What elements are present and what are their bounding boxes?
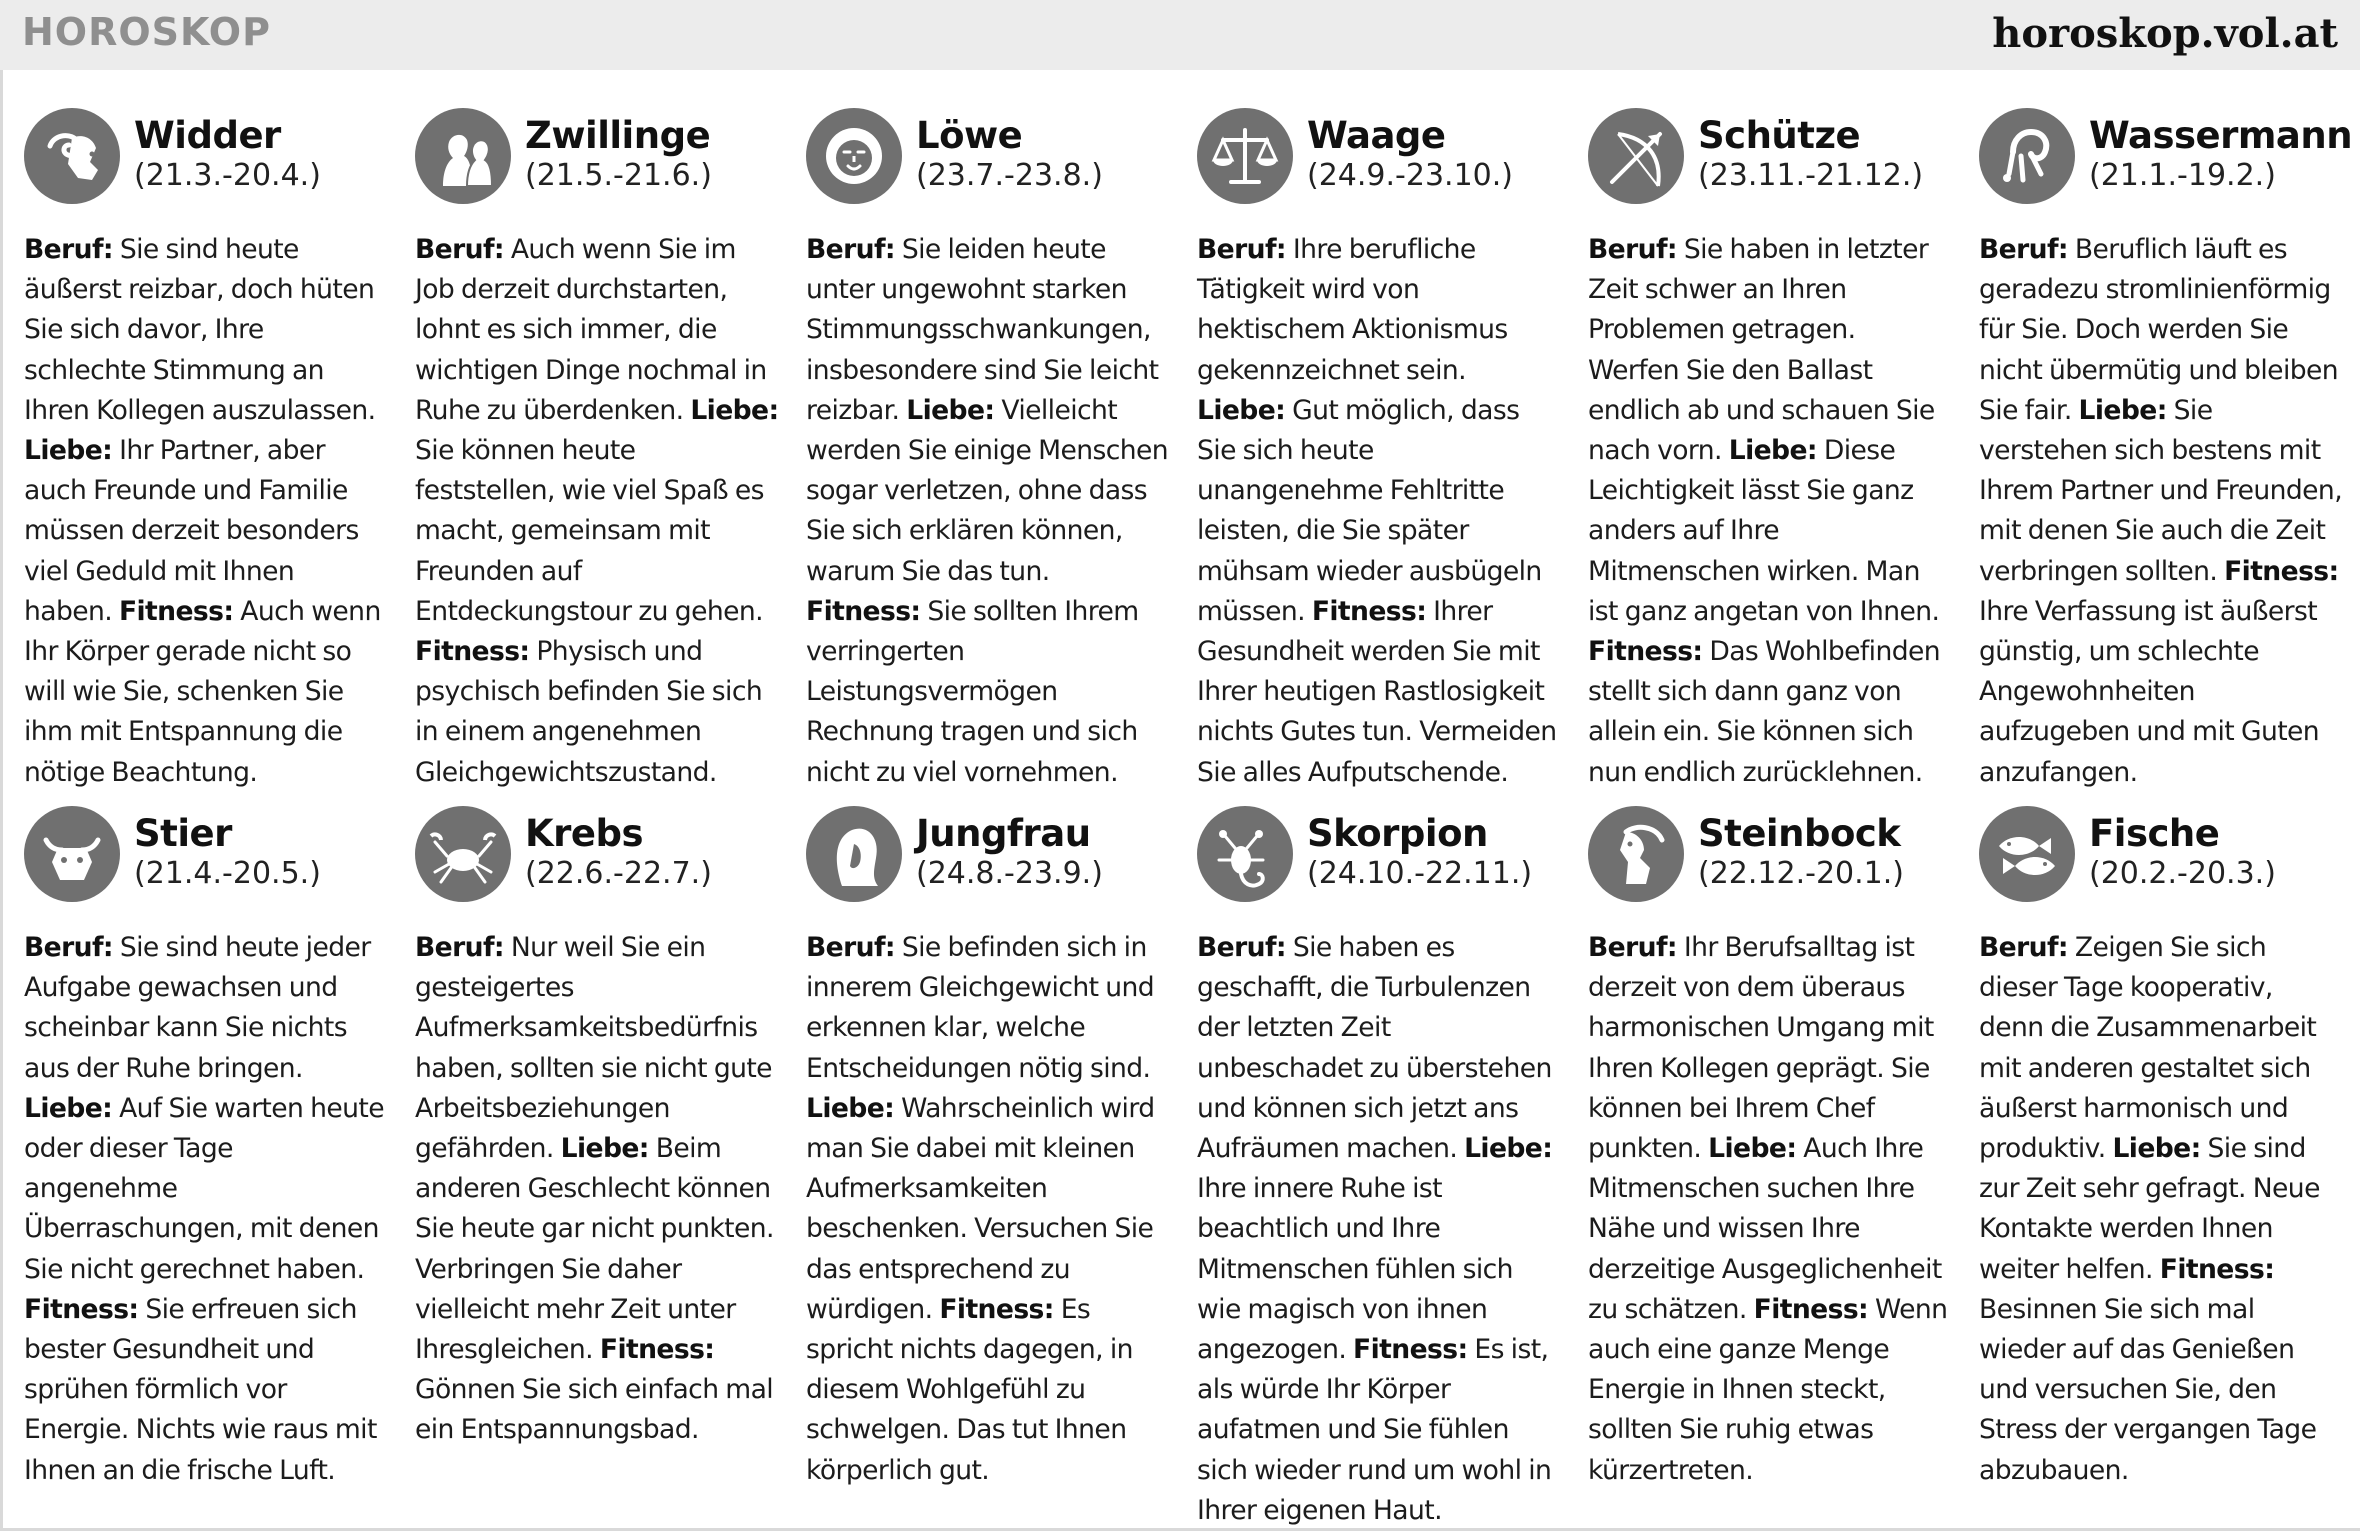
liebe-label: Liebe: (1464, 1133, 1553, 1165)
sign-name: Stier (134, 812, 232, 855)
beruf-label: Beruf: (1979, 234, 2068, 265)
leo-lion-icon (806, 108, 902, 204)
beruf-label: Beruf: (1588, 932, 1677, 963)
liebe-label: Liebe: (906, 394, 995, 426)
beruf-label: Beruf: (1979, 932, 2068, 963)
sign-scorpio (1197, 806, 1561, 1526)
fitness-text: Ihre Verfassung ist äußerst günstig, um schlechte Angewohnheiten aufzugeben und mit Guten anzufangen. (1979, 595, 2320, 788)
beruf-text: Sie sind heute äußerst reizbar, doch hüten Sie sich davor, Ihre schlechte Stimmung an Ihren Kollegen auszulassen. (24, 234, 376, 426)
fitness-label: Fitness: (24, 1293, 139, 1325)
liebe-label: Liebe: (806, 1092, 895, 1124)
fitness-text: Es ist, als würde Ihr Körper aufatmen und Sie fühlen sich wieder rund um wohl in Ihrer eigenen Haut. (1197, 1334, 1552, 1526)
sign-title-block (1698, 108, 1923, 194)
sign-title-block (1307, 108, 1513, 194)
sign-name: Fische (2089, 812, 2220, 855)
sign-text (1197, 928, 1561, 1531)
gemini-twins-icon (415, 108, 511, 204)
sign-title-block (916, 108, 1103, 194)
libra-scales-icon (1197, 108, 1293, 204)
sign-title-block (1698, 806, 1904, 892)
sign-text (1979, 230, 2343, 793)
beruf-text: Sie sind heute jeder Aufgabe gewachsen und scheinbar kann Sie nichts aus der Ruhe bringen. (24, 932, 371, 1084)
beruf-text: Auch wenn Sie im Job derzeit durchstarten, lohnt es sich immer, die wichtigen Dinge nochmal in Ruhe zu überdenken. (415, 234, 767, 426)
sign-dates: (23.7.-23.8.) (916, 158, 1103, 193)
sign-text (806, 230, 1170, 793)
beruf-label: Beruf: (415, 932, 504, 963)
beruf-label: Beruf: (1197, 932, 1286, 963)
fitness-text: Wenn auch eine ganze Menge Energie in Ihnen steckt, sollten Sie ruhig etwas kürzertreten. (1588, 1293, 1948, 1486)
sign-header (415, 806, 779, 918)
sign-text (1588, 928, 1952, 1491)
sign-taurus (24, 806, 388, 1516)
cancer-crab-icon (415, 806, 511, 902)
frame-divider-left (0, 70, 3, 1531)
sign-dates: (22.6.-22.7.) (525, 856, 712, 891)
fitness-text: Es spricht nichts dagegen, in diesem Wohlgefühl zu schwelgen. Das tut Ihnen körperlich gut. (806, 1293, 1133, 1486)
fitness-text: Das Wohlbefinden stellt sich dann ganz von allein ein. Sie können sich nun endlich zurücklehnen. (1588, 636, 1941, 788)
sign-name: Waage (1307, 114, 1446, 157)
fitness-text: Sie sollten Ihrem verringerten Leistungsvermögen Rechnung tragen und sich nicht zu viel vornehmen. (806, 595, 1139, 788)
liebe-text: Sie verstehen sich bestens mit Ihrem Partner und Freunden, mit denen Sie auch die Zeit verbringen sollten. (1979, 394, 2343, 587)
fitness-label: Fitness: (806, 595, 921, 627)
sign-header (1197, 108, 1561, 220)
sign-name: Löwe (916, 114, 1023, 157)
beruf-text: Zeigen Sie sich dieser Tage kooperativ, denn die Zusammenarbeit mit anderen gestaltet sich äußerst harmonisch und produktiv. (1979, 932, 2317, 1165)
fitness-label: Fitness: (1311, 595, 1427, 627)
beruf-label: Beruf: (806, 932, 895, 963)
sign-header (806, 108, 1170, 220)
liebe-text: Gut möglich, dass Sie sich heute unangenehme Fehltritte leisten, die Sie später mühsam wieder ausbügeln müssen. (1197, 394, 1542, 627)
liebe-label: Liebe: (2078, 394, 2167, 426)
sign-gemini (415, 108, 779, 798)
sign-leo (806, 108, 1170, 798)
pisces-fish-icon (1979, 806, 2075, 902)
fitness-text: Physisch und psychisch befinden Sie sich in einem angenehmen Gleichgewichtszustand. (415, 636, 763, 788)
sign-header (24, 108, 388, 220)
liebe-text: Auch Ihre Mitmenschen suchen Ihre Nähe und wissen Ihre derzeitige Ausgeglichenheit zu schätzen. (1588, 1133, 1942, 1325)
sign-name: Widder (134, 114, 281, 157)
sign-header (1979, 108, 2353, 220)
sign-title-block (525, 108, 712, 194)
beruf-text: Beruflich läuft es geradezu stromlinienförmig für Sie. Doch werden Sie nicht übermütig und bleiben Sie fair. (1979, 234, 2339, 426)
sign-dates: (20.2.-20.3.) (2089, 856, 2276, 891)
liebe-text: Ihre innere Ruhe ist beachtlich und Ihre Mitmenschen fühlen sich wie magisch von ihnen angezogen. (1197, 1173, 1513, 1366)
liebe-label: Liebe: (24, 1092, 113, 1124)
sign-text (415, 928, 779, 1451)
sign-title-block (2089, 108, 2352, 194)
sagittarius-bow-icon (1588, 108, 1684, 204)
liebe-text: Vielleicht werden Sie einige Menschen sogar verletzen, ohne dass Sie sich erklären können, warum Sie das tun. (806, 394, 1169, 587)
liebe-text: Beim anderen Geschlecht können Sie heute gar nicht punkten. Verbringen Sie daher vielleicht mehr Zeit unter Ihresgleichen. (415, 1133, 774, 1366)
beruf-text: Sie haben in letzter Zeit schwer an Ihren Problemen getragen. Werfen Sie den Ballast endlich ab und schauen Sie nach vorn. (1588, 234, 1935, 467)
sign-aquarius (1979, 108, 2353, 798)
aries-ram-icon (24, 108, 120, 204)
sign-text (1588, 230, 1952, 793)
sign-title-block (2089, 806, 2276, 892)
sign-capricorn (1588, 806, 1952, 1516)
fitness-label: Fitness: (1588, 636, 1703, 668)
sign-text (415, 230, 779, 793)
beruf-text: Sie befinden sich in innerem Gleichgewicht und erkennen klar, welche Entscheidungen nötig sind. (806, 932, 1155, 1084)
sign-header (1588, 108, 1952, 220)
scorpio-scorpion-icon (1197, 806, 1293, 902)
sign-libra (1197, 108, 1561, 798)
sign-dates: (22.12.-20.1.) (1698, 856, 1904, 891)
fitness-label: Fitness: (939, 1293, 1054, 1325)
sign-pisces (1979, 806, 2343, 1516)
fitness-label: Fitness: (2159, 1253, 2275, 1285)
fitness-label: Fitness: (599, 1334, 715, 1366)
sign-header (1197, 806, 1561, 918)
sign-text (24, 230, 388, 793)
beruf-label: Beruf: (24, 234, 113, 265)
sign-name: Wassermann (2089, 114, 2353, 157)
liebe-label: Liebe: (24, 435, 113, 467)
liebe-text: Ihr Partner, aber auch Freunde und Familie müssen derzeit besonders viel Geduld mit Ihnen haben. (24, 435, 359, 627)
sign-dates: (21.3.-20.4.) (134, 158, 321, 193)
taurus-bull-icon (24, 806, 120, 902)
virgo-maiden-icon (806, 806, 902, 902)
sign-dates: (21.5.-21.6.) (525, 158, 712, 193)
page-header (0, 0, 2360, 70)
sign-title-block (916, 806, 1103, 892)
sign-name: Steinbock (1698, 812, 1901, 855)
sign-name: Krebs (525, 812, 644, 855)
sign-name: Schütze (1698, 114, 1861, 157)
sign-cancer (415, 806, 779, 1516)
sign-dates: (21.1.-19.2.) (2089, 158, 2276, 193)
beruf-text: Nur weil Sie ein gesteigertes Aufmerksamkeitsbedürfnis haben, sollten sie nicht gute Arbeitsbeziehungen gefährden. (415, 932, 772, 1165)
fitness-label: Fitness: (118, 595, 234, 627)
liebe-text: Auf Sie warten heute oder dieser Tage angenehme Überraschungen, mit denen Sie nicht gerechnet haben. (24, 1092, 384, 1285)
fitness-label: Fitness: (415, 636, 530, 668)
liebe-label: Liebe: (1708, 1133, 1797, 1165)
sign-title-block (134, 108, 321, 194)
sign-header (415, 108, 779, 220)
sign-dates: (24.8.-23.9.) (916, 856, 1103, 891)
beruf-text: Sie haben es geschafft, die Turbulenzen der letzten Zeit unbeschadet zu überstehen und können sich jetzt ans Aufräumen machen. (1197, 932, 1552, 1165)
fitness-text: Ihrer Gesundheit werden Sie mit Ihrer heutigen Rastlosigkeit nichts Gutes tun. Vermeiden Sie alles Aufputschende. (1197, 595, 1557, 788)
beruf-label: Beruf: (1197, 234, 1286, 265)
sign-header (1979, 806, 2343, 918)
sign-name: Jungfrau (916, 812, 1091, 855)
liebe-text: Sie sind zur Zeit sehr gefragt. Neue Kontakte werden Ihnen weiter helfen. (1979, 1133, 2320, 1285)
sign-name: Zwillinge (525, 114, 711, 157)
section-title: HOROSKOP (22, 10, 271, 54)
sign-dates: (21.4.-20.5.) (134, 856, 321, 891)
fitness-label: Fitness: (1353, 1334, 1468, 1366)
fitness-text: Besinnen Sie sich mal wieder auf das Genießen und versuchen Sie, den Stress der vergangen Tage abzubauen. (1979, 1293, 2317, 1486)
sign-dates: (24.10.-22.11.) (1307, 856, 1533, 891)
fitness-label: Fitness: (1753, 1293, 1869, 1325)
sign-sagittarius (1588, 108, 1952, 798)
sign-header (806, 806, 1170, 918)
beruf-text: Ihre berufliche Tätigkeit wird von hektischem Aktionismus gekennzeichnet sein. (1197, 234, 1508, 386)
fitness-text: Auch wenn Ihr Körper gerade nicht so will wie Sie, schenken Sie ihm mit Entspannung die nötige Beachtung. (24, 595, 381, 788)
beruf-text: Ihr Berufsalltag ist derzeit von dem überaus harmonischen Umgang mit Ihren Kollegen geprägt. Sie können bei Ihrem Chef punkten. (1588, 932, 1934, 1165)
site-url[interactable]: horoskop.vol.at (1992, 10, 2338, 57)
sign-text (1197, 230, 1561, 793)
liebe-label: Liebe: (1728, 435, 1817, 467)
sign-title-block (134, 806, 321, 892)
sign-dates: (23.11.-21.12.) (1698, 158, 1924, 193)
sign-virgo (806, 806, 1170, 1516)
liebe-label: Liebe: (2112, 1133, 2201, 1165)
fitness-text: Sie erfreuen sich bester Gesundheit und sprühen förmlich vor Energie. Nichts wie raus mit Ihnen an die frische Luft. (24, 1293, 377, 1486)
sign-name: Skorpion (1307, 812, 1488, 855)
sign-aries (24, 108, 388, 798)
sign-dates: (24.9.-23.10.) (1307, 158, 1513, 193)
capricorn-goat-icon (1588, 806, 1684, 902)
sign-text (24, 928, 388, 1491)
beruf-label: Beruf: (1588, 234, 1677, 265)
fitness-label: Fitness: (2224, 555, 2339, 587)
horoscope-grid (24, 108, 2353, 1526)
beruf-label: Beruf: (415, 234, 504, 265)
sign-text (1979, 928, 2343, 1491)
liebe-text: Sie können heute feststellen, wie viel Spaß es macht, gemeinsam mit Freunden auf Entdeckungstour zu gehen. (415, 435, 764, 627)
liebe-label: Liebe: (560, 1133, 649, 1165)
sign-header (1588, 806, 1952, 918)
liebe-text: Wahrscheinlich wird man Sie dabei mit kleinen Aufmerksamkeiten beschenken. Versuchen Sie das entsprechend zu würdigen. (806, 1092, 1155, 1325)
sign-text (806, 928, 1170, 1491)
sign-title-block (525, 806, 712, 892)
beruf-text: Sie leiden heute unter ungewohnt starken Stimmungsschwankungen, insbesondere sind Sie leicht reizbar. (806, 234, 1159, 426)
liebe-label: Liebe: (1197, 394, 1286, 426)
liebe-label: Liebe: (690, 394, 779, 426)
fitness-text: Gönnen Sie sich einfach mal ein Entspannungsbad. (415, 1374, 774, 1446)
sign-title-block (1307, 806, 1532, 892)
beruf-label: Beruf: (24, 932, 113, 963)
aquarius-water-icon (1979, 108, 2075, 204)
beruf-label: Beruf: (806, 234, 895, 265)
liebe-text: Diese Leichtigkeit lässt Sie ganz anders auf Ihre Mitmenschen wirken. Man ist ganz angetan von Ihnen. (1588, 435, 1940, 627)
sign-header (24, 806, 388, 918)
